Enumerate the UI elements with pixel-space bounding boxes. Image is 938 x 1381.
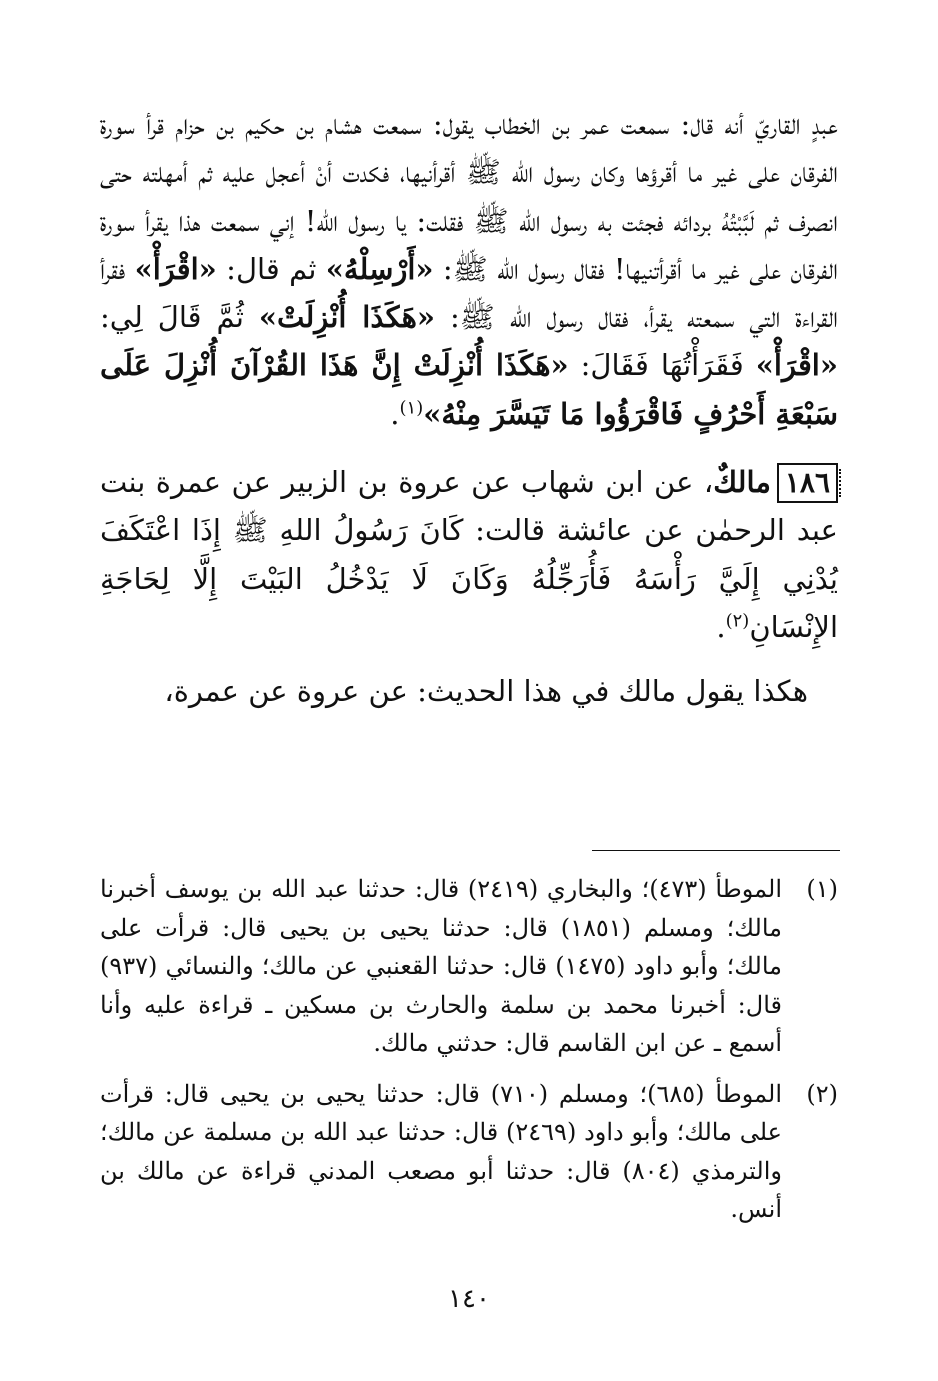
- prophet-quote: «اقْرَأْ»: [755, 348, 838, 383]
- narrator-name: مالكٌ: [713, 465, 771, 500]
- footnote-divider: [592, 850, 840, 851]
- footnote-ref[interactable]: (٢): [725, 610, 750, 632]
- prophet-quote: «هَكَذَا أُنْزِلَتْ»: [258, 300, 436, 335]
- text-run: ثُمَّ قَالَ لِي:: [100, 300, 259, 335]
- paragraph-hadith-186: [100, 458, 838, 651]
- prophet-quote: «اقْرَأْ»: [134, 251, 217, 286]
- main-text: [100, 100, 838, 716]
- text-run: عبدٍ القاريّ أنه قال: سمعت عمر بن الخطاب يقول: سمعت هشام بن حكيم بن حزام قرأ سورة الفرقان على غير ما أقرؤها وكان رسول الله ﷺ أقرأنيها، فكدت أنْ أعجل عليه ثم أمهلته حتى انصرف ثم لَبَّبْتُهُ بردائه فجئت به رسول الله ﷺ فقلت: يا رسول الله! إني سمعت هذا يقرأ سورة الفرقان على غير ما أقرأتنيها! فقال رسول الله ﷺ:: [100, 107, 838, 286]
- hadith-number-box: ١٨٦: [777, 463, 838, 503]
- text-run: .: [390, 396, 400, 431]
- footnote-number: (٢): [806, 1079, 838, 1108]
- footnote-text: الموطأ (٤٧٣)؛ والبخاري (٢٤١٩) قال: حدثنا عبد الله بن يوسف أخبرنا مالك؛ ومسلم (١٨٥١) قال: حدثنا يحيى بن يحيى قال: قرأت على مالك؛ وأبو داود (١٤٧٥) قال: حدثنا القعنبي عن مالك؛ والنسائي (٩٣٧) قال: أخبرنا محمد بن سلمة والحارث بن مسكين ـ قراءة عليه وأنا أسمع ـ عن ابن القاسم قال: حدثني مالك.: [100, 875, 783, 1057]
- text-run: .: [716, 609, 726, 644]
- prophet-quote: «هَكَذَا أُنْزِلَتْ إِنَّ هَذَا القُرْآنَ أُنْزِلَ عَلَى سَبْعَةِ أَحْرُفٍ فَاقْرَؤُوا مَا تَيَسَّرَ مِنْهُ»: [100, 348, 838, 431]
- text-run: ، عن ابن شهاب عن عروة بن الزبير عن عمرة بنت عبد الرحمٰن عن عائشة قالت: كَانَ رَسُولُ اللهِ ﷺ إِذَا اعْتَكَفَ يُدْنِي إِلَيَّ رَأْسَهُ فَأُرَجِّلُهُ وَكَانَ لَا يَدْخُلُ البَيْتَ إِلَّا لِحَاجَةِ الإِنْسَانِ: [100, 465, 838, 644]
- footnote-1: [100, 870, 838, 1063]
- text-run: ثم قال:: [216, 251, 326, 286]
- paragraph-hadith-continuation: [100, 100, 838, 438]
- footnote-number: (١): [806, 875, 838, 903]
- paragraph-commentary: هكذا يقول مالك في هذا الحديث: عن عروة عن عمرة،: [164, 674, 808, 709]
- page-number: ١٤٠: [448, 1284, 490, 1314]
- text-run: فَقَرَأْتُهَا فَقَالَ:: [568, 348, 756, 383]
- footnote-text: الموطأ (٦٨٥)؛ ومسلم (٧١٠) قال: حدثنا يحيى بن يحيى قال: قرأت على مالك؛ وأبو داود (٢٤٦٩) قال: حدثنا عبد الله بن مسلمة عن مالك؛ والترمذي (٨٠٤) قال: حدثنا أبو مصعب المدني قراءة عن مالك بن أنس.: [100, 1079, 782, 1223]
- prophet-quote: «أَرْسِلْهُ»: [325, 251, 434, 286]
- footnotes: [100, 870, 838, 1229]
- footnote-2: [100, 1075, 838, 1229]
- text-run: فقرأ القراءة التي سمعته يقرأ، فقال رسول الله ﷺ:: [100, 251, 838, 335]
- footnote-ref[interactable]: (١): [399, 397, 424, 419]
